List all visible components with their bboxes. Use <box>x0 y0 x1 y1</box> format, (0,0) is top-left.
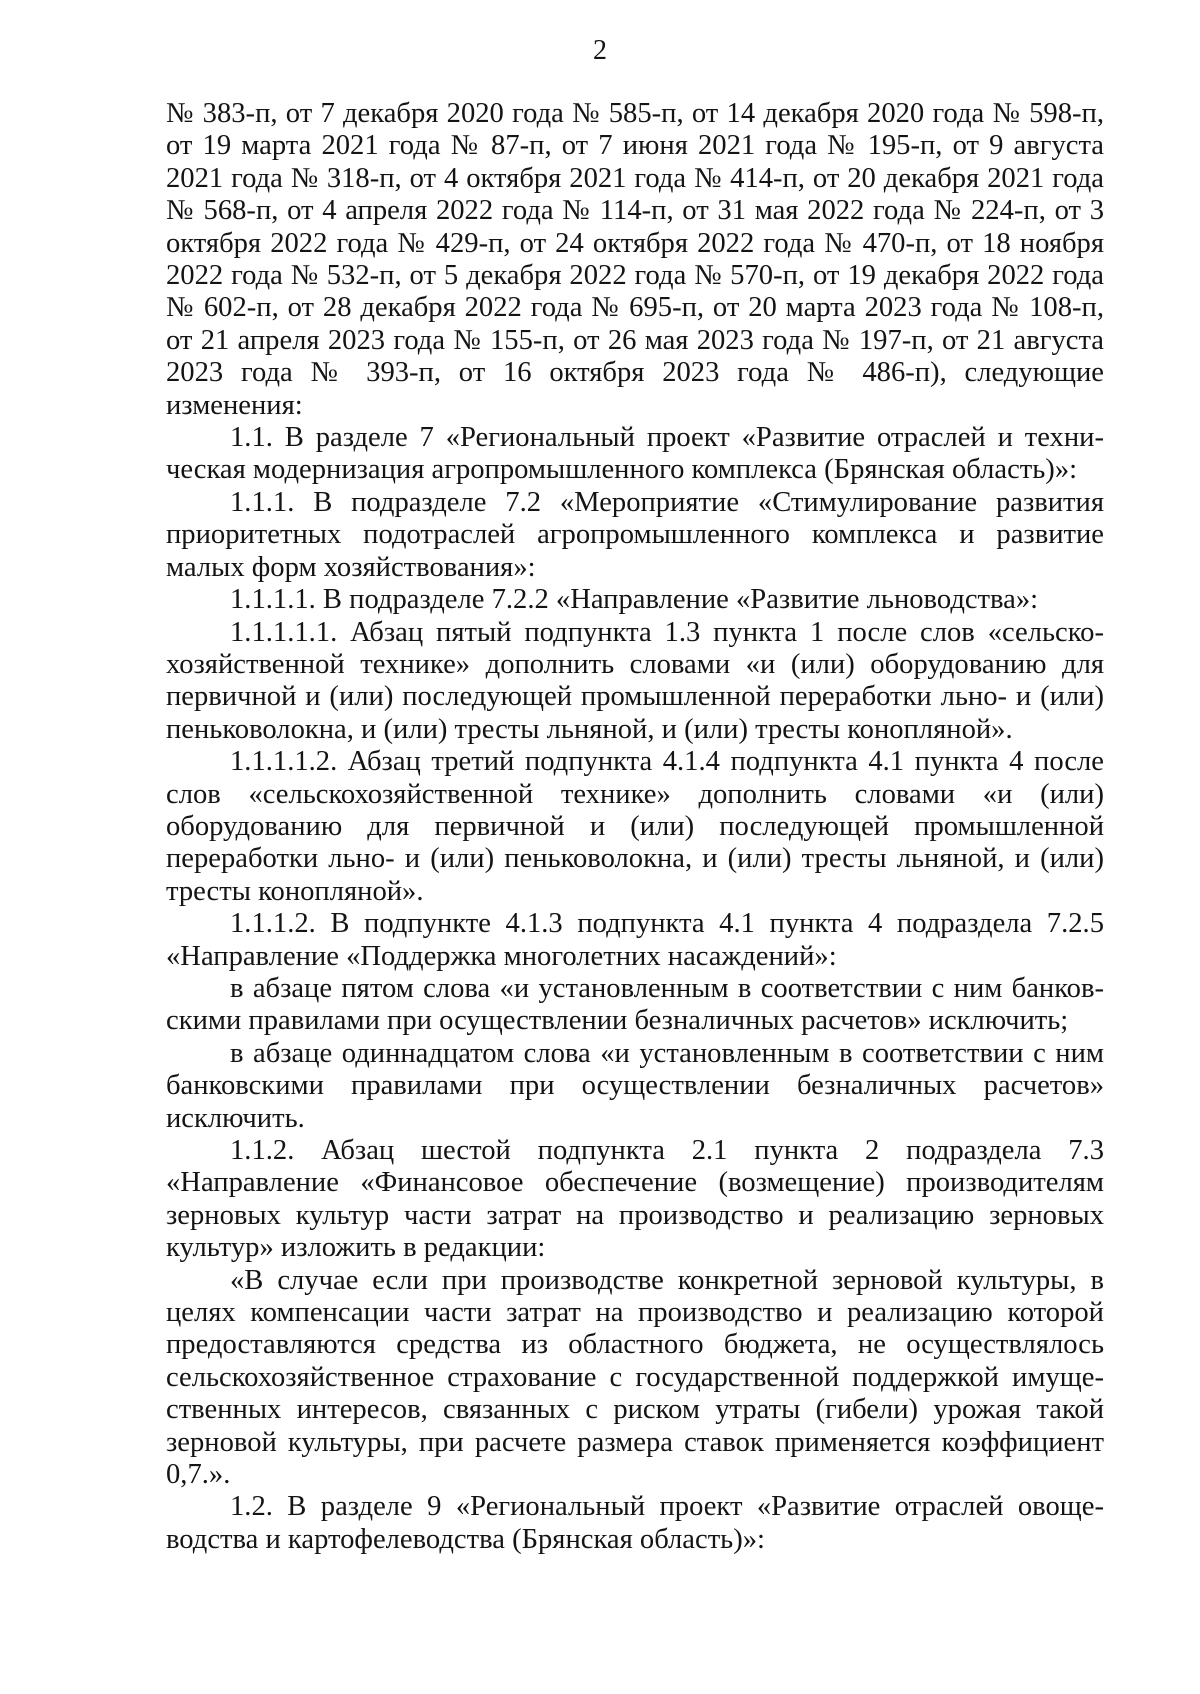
paragraph-1-1-1-1: 1.1.1.1. В подразделе 7.2.2 «Направление «Развитие льноводства»: <box>230 584 1039 616</box>
paragraph-1-2: 1.2. В разделе 9 «Региональный проект «Развитие отраслей овощеводства и картофелеводства (Брянская область)»: <box>166 1491 1104 1555</box>
paragraph-1-1-1-1-2: 1.1.1.1.2. Абзац третий подпункта 4.1.4 подпункта 4.1 пункта 4 после слов «сельскохозяйственной технике» дополнить словами «и (или) оборудованию для первичной и (или) последующей промышленной переработки льно- и (или) пеньковолокна, и (или) тресты льняной, и (или) тресты конопляной». <box>166 746 1104 907</box>
paragraph-clause-fifth: в абзаце пятом слова «и установленным в соответствии с ним банковскими правилами при осуществлении безналичных расчетов» исключить; <box>166 972 1104 1037</box>
paragraph-quoted-new-text: «В случае если при производстве конкретной зерновой культуры, в целях компенсации части затрат на производство и реализацию которой предоставляются средства из областного бюджета, не осуществлялось сельскохозяйственное страхование с государственной поддержкой имущественных интересов, связанных с риском утраты (гибели) урожая такой зерновой культуры, при расчете размера ставок применяется коэффициент 0,7.». <box>166 1264 1104 1491</box>
paragraph-1-1: 1.1. В разделе 7 «Региональный проект «Развитие отраслей и техническая модернизация агропромышленного комплекса (Брянская область)»: <box>166 422 1104 486</box>
paragraph-1-1-2: 1.1.2. Абзац шестой подпункта 2.1 пункта 2 подраздела 7.3 «Направление «Финансовое обеспечение (возмещение) производителям зерновых культур части затрат на производство и реализацию зерновых культур» изложить в редакции: <box>166 1135 1104 1264</box>
paragraph-continuation-list: № 383-п, от 7 декабря 2020 года № 585-п, от 14 декабря 2020 года № 598-п, от 19 марта 2021 года № 87-п, от 7 июня 2021 года № 195-п, от 9 августа 2021 года № 318-п, от 4 октября 2021 года № 414-п, от 20 декабря 2021 года № 568-п, от 4 апреля 2022 года № 114-п, от 31 мая 2022 года № 224-п, от 3 октября 2022 года № 429-п, от 24 октября 2022 года № 470-п, от 18 ноября 2022 года № 532-п, от 5 декабря 2022 года № 570-п, от 19 декабря 2022 года № 602-п, от 28 декабря 2022 года № 695-п, от 20 марта 2023 года № 108-п, от 21 апреля 2023 года № 155-п, от 26 мая 2023 года № 197-п, от 21 августа 2023 года № 393-п, от 16 октября 2023 года № 486-п), следующие изменения: <box>166 98 1104 421</box>
paragraph-1-1-1-1-1: 1.1.1.1.1. Абзац пятый подпункта 1.3 пункта 1 после слов «сельскохозяйственной технике» дополнить словами «и (или) оборудованию для первичной и (или) последующей промышленной переработки льно- и (или) пеньковолокна, и (или) тресты льняной, и (или) тресты конопляной». <box>166 616 1104 745</box>
page-number: 2 <box>593 35 607 66</box>
document-body <box>166 98 1104 1556</box>
paragraph-1-1-1: 1.1.1. В подразделе 7.2 «Мероприятие «Стимулирование развития приоритетных подотраслей агропромышленного комплекса и развитие малых форм хозяйствования»: <box>166 486 1104 583</box>
paragraph-clause-eleventh: в абзаце одиннадцатом слова «и установленным в соответствии с ним банковскими правилами при осуществлении безналичных расчетов» исключить. <box>166 1037 1104 1134</box>
paragraph-1-1-1-2: 1.1.1.2. В подпункте 4.1.3 подпункта 4.1 пункта 4 подраздела 7.2.5 «Направление «Поддержка многолетних насаждений»: <box>166 908 1104 972</box>
